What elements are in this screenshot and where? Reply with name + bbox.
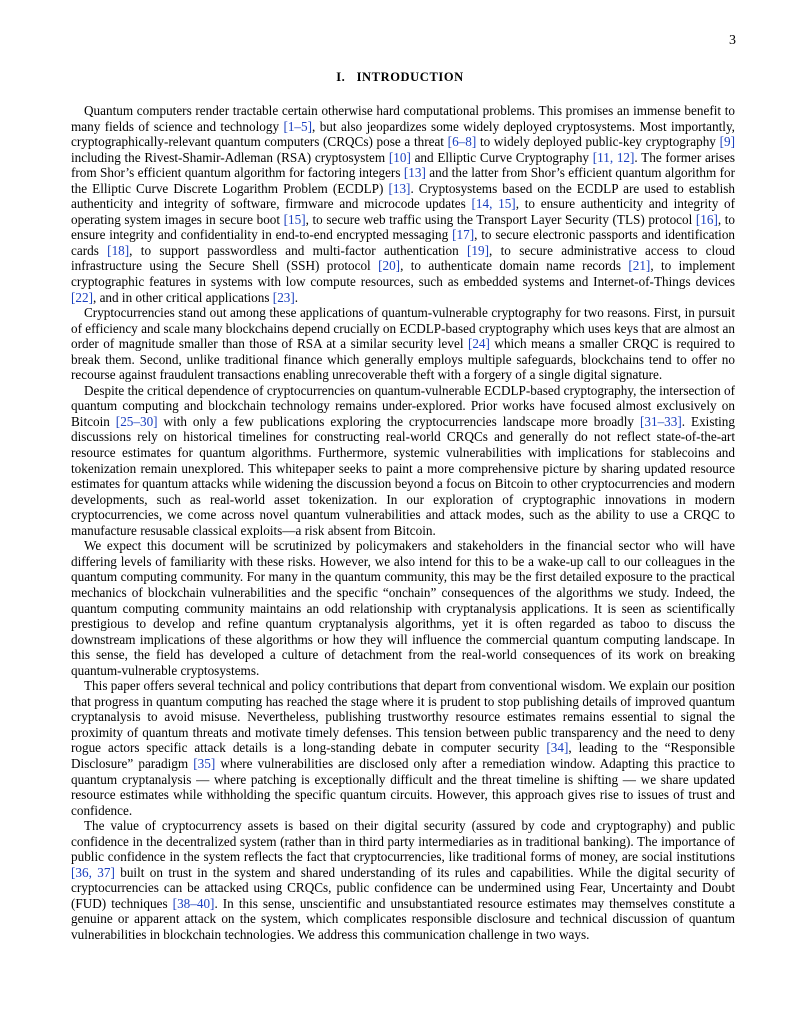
citation-link[interactable]: [22] (71, 289, 93, 305)
paragraph-text: and the latter from Shor’s efficient quantum algorithm for the Elliptic Curve Discrete Logarithm Problem (ECDLP) (71, 165, 735, 196)
paragraph-text: Cryptocurrencies stand out among these applications of quantum-vulnerable cryptography for two reasons. First, in pursuit of efficiency and scale many blockchains depend crucially on ECDLP-based cryptography which uses keys that are almost an order of magnitude smaller than those of RSA at a similar security level (71, 305, 735, 352)
paragraph-text: built on trust in the system and shared understanding of its rules and capabilities. While the digital security of cryptocurrencies can be attacked using CRQCs, public confidence can be undermined using Fear, Uncertainty and Doubt (FUD) techniques (71, 864, 735, 911)
paragraph (71, 538, 735, 678)
paragraph-text: , leading to the “Responsible Disclosure” paradigm (71, 740, 735, 771)
paragraph-text: . Cryptosystems based on the ECDLP are used to establish authenticity and integrity of software, firmware and microcode updates (71, 180, 735, 212)
paragraph-text: . (294, 289, 299, 305)
paragraph-text: , to secure web traffic using the Transport Layer Security (TLS) protocol (305, 211, 696, 227)
paragraph-text: and Elliptic Curve Cryptography (410, 149, 593, 165)
paragraph-text: Despite the critical dependence of cryptocurrencies on quantum-vulnerable ECDLP-based cryptography, the intersection of quantum computing and blockchain technology remains under-explored. Prior works have focused almost exclusively on Bitcoin (71, 382, 735, 429)
citation-link[interactable]: [21] (628, 258, 651, 274)
citation-link[interactable]: [13] (388, 180, 411, 196)
paragraph-text: The value of cryptocurrency assets is based on their digital security (assured by code and cryptography) and public confidence in the decentralized system (rather than in third party intermediaries as in traditional banking). The importance of public confidence in the system reflects the fact that cryptocurrencies, like traditional forms of money, are social institutions (71, 818, 735, 865)
paragraph (71, 818, 735, 942)
citation-link[interactable]: [35] (193, 755, 216, 771)
page-number: 3 (729, 33, 736, 48)
citation-link[interactable]: [10] (388, 149, 411, 165)
citation-link[interactable]: [25–30] (115, 413, 158, 429)
paragraph (71, 383, 735, 538)
citation-link[interactable]: [11, 12] (592, 149, 635, 165)
paragraph-text: including the Rivest-Shamir-Adleman (RSA) cryptosystem (71, 149, 389, 165)
citation-link[interactable]: [18] (107, 242, 130, 258)
paragraph-text: , to support passwordless and multi-factor authentication (129, 242, 468, 258)
paragraph-text: with only a few publications exploring the cryptocurrencies landscape more broadly (157, 413, 640, 429)
citation-link[interactable]: [15] (283, 211, 306, 227)
citation-link[interactable]: [14, 15] (471, 196, 516, 212)
section-title: INTRODUCTION (356, 70, 464, 84)
citation-link[interactable]: [1–5] (283, 118, 313, 134)
paragraph-text: , to ensure authenticity and integrity of operating system images in secure boot (71, 196, 735, 227)
paragraph-text: . In this sense, unscientific and unsubstantiated resource estimates may themselves constitute a genuine or apparent attack on the system, which complicates responsible disclosure and technical discussion of quantum vulnerabilities in blockchain technologies. We address this communication challenge in two ways. (71, 895, 736, 942)
citation-link[interactable]: [24] (467, 336, 490, 352)
citation-link[interactable]: [17] (452, 227, 475, 243)
citation-link[interactable]: [19] (467, 242, 489, 258)
citation-link[interactable]: [23] (272, 289, 295, 305)
paragraph-text: , to authenticate domain name records (400, 258, 629, 274)
section-heading (0, 69, 800, 85)
citation-link[interactable]: [36, 37] (71, 864, 115, 880)
paragraph (71, 305, 735, 383)
paragraph-text: . Existing discussions rely on historical timelines for constructing real-world CRQCs and generally do not reflect state-of-the-art resource estimates for quantum algorithms. Furthermore, systemic vulnerabilities with implications for stablecoins and tokenization remain unexplored. This whitepaper seeks to paint a more comprehensive picture by sharing updated resource estimates for quantum attacks while widening the discussion beyond a focus on Bitcoin to other cryptocurrencies and modern developments, such as real-world asset tokenization. In our exploration of cryptographic innovations in modern cryptocurrencies, we come across novel quantum vulnerabilities and attack modes, such as the ability to use a CRQC to manufacture resusable classical exploits—a risk absent from Bitcoin. (71, 413, 735, 538)
paragraph-text: , to secure administrative access to cloud infrastructure using the Secure Shell (SSH) protocol (71, 242, 735, 274)
paragraph-text: , but also jeopardizes some widely deployed cryptosystems. Most importantly, cryptographically-relevant quantum computers (CRQCs) pose a threat (71, 118, 735, 150)
paragraph-text: where vulnerabilities are disclosed only after a remediation window. Adapting this practice to quantum cryptanalysis — where patching is exceptionally difficult and the threat timeline is shifting — we share updated resource estimates while withholding the specific quantum circuits. However, this approach gives rise to issues of trust and confidence. (71, 755, 736, 818)
paragraph-text: to widely deployed public-key cryptography (476, 134, 720, 150)
body-text (71, 103, 735, 943)
paragraph-text: , to secure electronic passports and identification cards (71, 227, 736, 258)
paragraph-text: This paper offers several technical and policy contributions that depart from conventional wisdom. We explain our position that progress in quantum computing has reached the stage where it is prudent to stop publishing details of improved quantum cryptanalysis to avoid misuse. Nevertheless, publishing trustworthy resource estimates remains essential to signal the proximity of quantum threats and motivate timely defenses. This tension between public transparency and the need to deny rogue actors specific attack details is a long-standing debate in computer security (71, 678, 735, 756)
paragraph-text: Quantum computers render tractable certain otherwise hard computational problems. This promises an immense benefit to many fields of science and technology (71, 103, 735, 134)
citation-link[interactable]: [34] (546, 740, 569, 756)
citation-link[interactable]: [16] (695, 211, 718, 227)
paragraph-text: which means a smaller CRQC is required to break them. Second, unlike traditional finance which generally employs multiple safeguards, blockchains tend to offer no recourse against fraudulent transactions enabling unrecoverable theft with a forgery of a single digital signature. (71, 336, 735, 383)
paragraph-text: , to ensure integrity and confidentiality in end-to-end encrypted messaging (71, 211, 735, 243)
paragraph (71, 103, 735, 305)
citation-link[interactable]: [13] (403, 165, 426, 181)
paragraph (71, 678, 735, 818)
citation-link[interactable]: [9] (719, 134, 735, 150)
citation-link[interactable]: [31–33] (640, 413, 682, 429)
citation-link[interactable]: [38–40] (172, 895, 215, 911)
citation-link[interactable]: [20] (378, 258, 401, 274)
paragraph-text: . The former arises from Shor’s efficient quantum algorithm for factoring integers (71, 149, 736, 181)
paragraph-text: , to implement cryptographic features in systems with low compute resources, such as embedded systems and Internet-of-Things devices (71, 258, 735, 290)
section-number: I. (336, 70, 346, 84)
paragraph-text: We expect this document will be scrutinized by policymakers and stakeholders in the financial sector who will have differing levels of familiarity with these risks. However, we also intend for this to be a wake-up call to our colleagues in the quantum computing community. For many in the quantum community, this may be the first detailed exposure to the practical mechanics of blockchain vulnerabilities and the specific “onchain” consequences of the algorithms we study. Indeed, the quantum computing community maintains an odd relationship with cryptanalysis applications. It is seen as scientifically prestigious to develop and refine quantum cryptanalysis algorithms, yet it is often regarded as taboo to discuss the downstream implications of these algorithms or how they will influence the commercial quantum computing landscape. In this sense, the field has developed a culture of detachment from the real-world consequences of its work on breaking quantum-vulnerable cryptosystems. (71, 538, 735, 678)
paragraph-text: , and in other critical applications (92, 289, 273, 305)
citation-link[interactable]: [6–8] (447, 134, 477, 150)
